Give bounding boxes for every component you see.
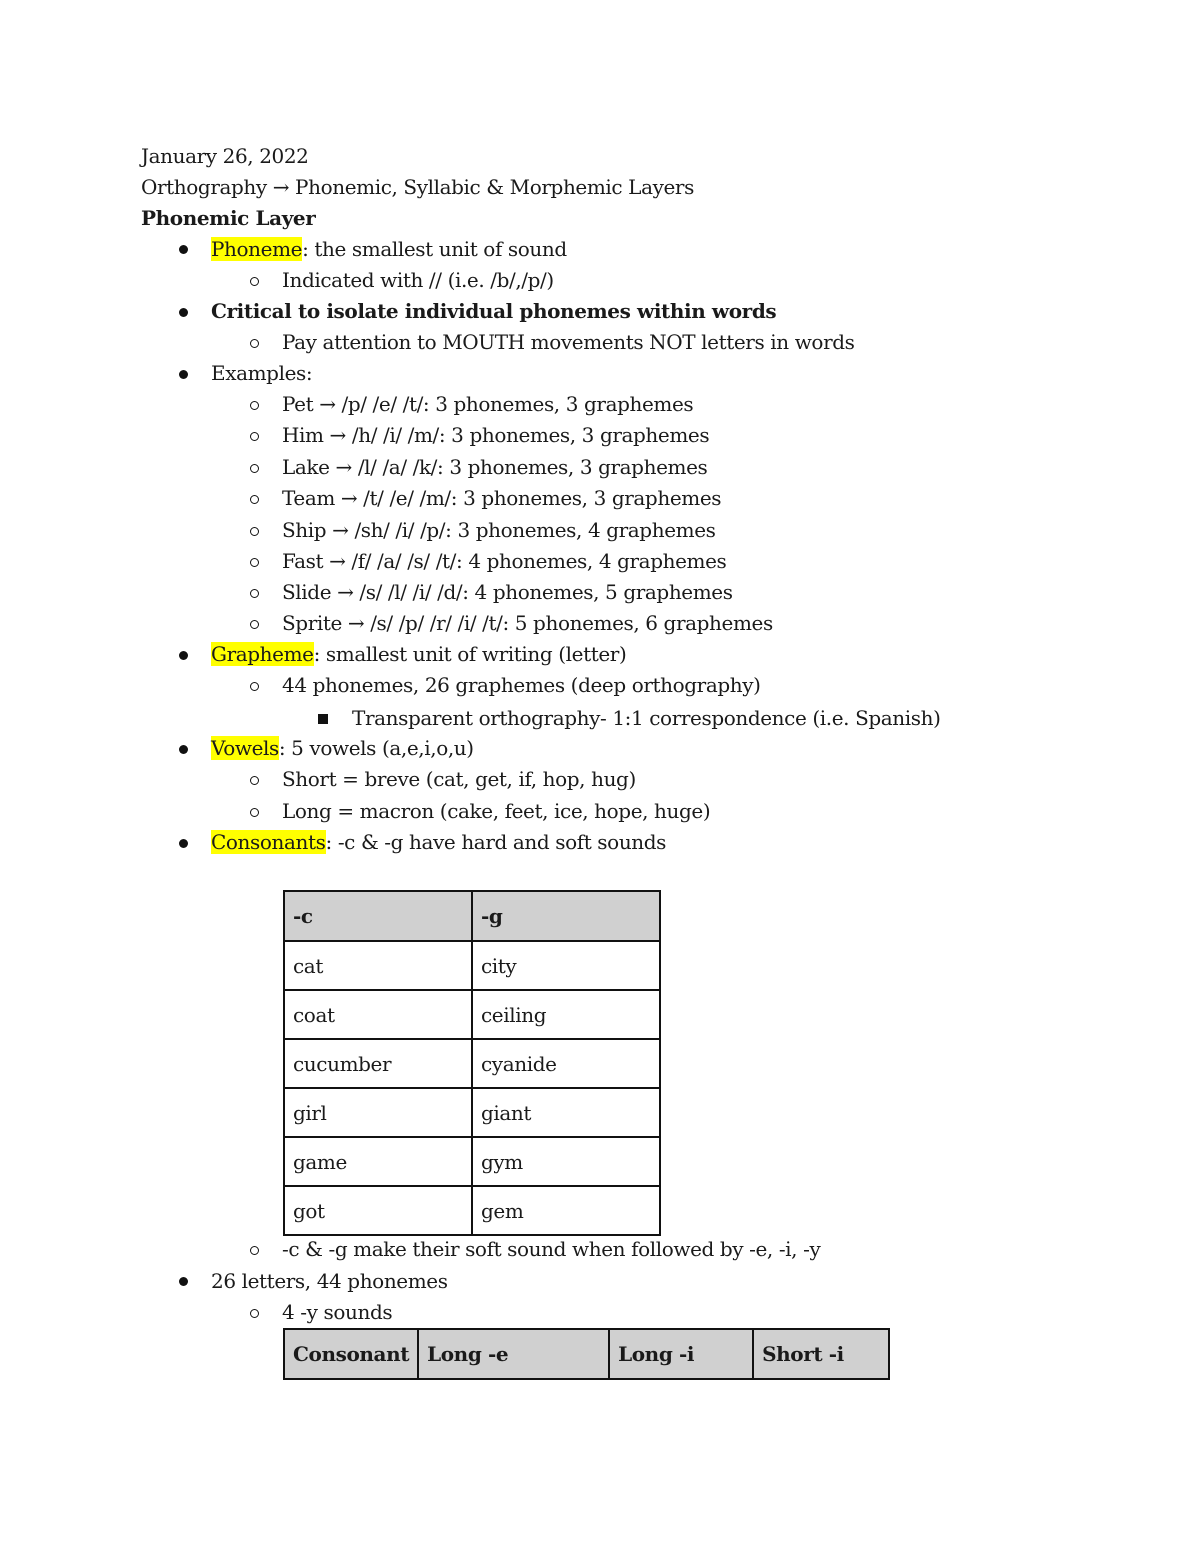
bullet-circle [250,401,259,410]
example-item: Sprite → /s/ /p/ /r/ /i/ /t/: 5 phonemes, 6 graphemes [282,611,773,635]
example-item: Ship → /sh/ /i/ /p/: 3 phonemes, 4 graphemes [282,518,716,542]
table-row [284,1088,660,1137]
table-header-cell: Short -i [753,1329,889,1379]
subtitle-line: Orthography → Phonemic, Syllabic & Morphemic Layers [141,175,694,199]
table-header-cell: -c [284,891,472,941]
table-cell: cucumber [284,1039,472,1088]
bullet-circle [250,776,259,785]
bullet-disc [179,370,188,379]
table-header-cell: Consonant [284,1329,418,1379]
section-heading: Phonemic Layer [141,206,316,230]
table-header-row [284,891,660,941]
vowels-term: Vowels [211,736,279,760]
example-item: Pet → /p/ /e/ /t/: 3 phonemes, 3 graphemes [282,392,694,416]
table-row [284,1186,660,1235]
phoneme-item [211,235,567,263]
consonants-term: Consonants [211,830,326,854]
bullet-circle [250,682,259,691]
table-row [284,941,660,990]
phoneme-term: Phoneme [211,237,303,261]
date-line: January 26, 2022 [141,144,309,168]
consonants-item [211,828,666,856]
bullet-circle [250,464,259,473]
grapheme-definition: : smallest unit of writing (letter) [313,642,627,666]
table-cell: coat [284,990,472,1039]
example-item: Him → /h/ /i/ /m/: 3 phonemes, 3 graphemes [282,423,710,447]
bullet-circle [250,1309,259,1318]
table-cell: city [472,941,660,990]
table-header-row [284,1329,889,1379]
example-item: Slide → /s/ /l/ /i/ /d/: 4 phonemes, 5 graphemes [282,580,733,604]
bullet-circle [250,620,259,629]
table-row [284,990,660,1039]
vowels-short: Short = breve (cat, get, if, hop, hug) [282,767,636,791]
table-row [284,1039,660,1088]
consonants-definition: : -c & -g have hard and soft sounds [325,830,667,854]
bullet-circle [250,589,259,598]
table-cell: cat [284,941,472,990]
bullet-disc [179,651,188,660]
phoneme-subitem: Indicated with // (i.e. /b/,/p/) [282,268,554,292]
bullet-circle [250,277,259,286]
grapheme-item [211,640,626,668]
bullet-circle [250,495,259,504]
bullet-disc [179,245,188,254]
critical-subitem: Pay attention to MOUTH movements NOT letters in words [282,330,855,354]
bullet-disc [179,839,188,848]
cg-table [283,890,661,1236]
bullet-disc [179,1277,188,1286]
letters-item: 26 letters, 44 phonemes [211,1269,448,1293]
cg-note: -c & -g make their soft sound when followed by -e, -i, -y [282,1237,821,1261]
grapheme-subsubitem: Transparent orthography- 1:1 correspondence (i.e. Spanish) [352,706,941,730]
critical-item: Critical to isolate individual phonemes within words [211,299,777,323]
bullet-disc [179,308,188,317]
grapheme-term: Grapheme [211,642,314,666]
table-cell: girl [284,1088,472,1137]
table-cell: cyanide [472,1039,660,1088]
bullet-circle [250,432,259,441]
table-cell: game [284,1137,472,1186]
bullet-circle [250,339,259,348]
phoneme-definition: : the smallest unit of sound [302,237,567,261]
examples-label: Examples: [211,361,313,385]
vowels-item [211,734,474,762]
table-cell: ceiling [472,990,660,1039]
bullet-circle [250,808,259,817]
bullet-disc [179,745,188,754]
example-item: Lake → /l/ /a/ /k/: 3 phonemes, 3 graphemes [282,455,708,479]
table-header-cell: Long -i [609,1329,753,1379]
example-item: Team → /t/ /e/ /m/: 3 phonemes, 3 graphemes [282,486,722,510]
table-header-cell: Long -e [418,1329,609,1379]
bullet-circle [250,527,259,536]
table-cell: giant [472,1088,660,1137]
table-row [284,1137,660,1186]
letters-subitem: 4 -y sounds [282,1300,393,1324]
example-item: Fast → /f/ /a/ /s/ /t/: 4 phonemes, 4 graphemes [282,549,727,573]
table-cell: gym [472,1137,660,1186]
grapheme-subitem: 44 phonemes, 26 graphemes (deep orthography) [282,673,761,697]
bullet-circle [250,1246,259,1255]
y-sounds-table [283,1328,890,1380]
table-cell: got [284,1186,472,1235]
bullet-square [318,714,328,724]
table-cell: gem [472,1186,660,1235]
vowels-definition: : 5 vowels (a,e,i,o,u) [278,736,474,760]
bullet-circle [250,558,259,567]
table-header-cell: -g [472,891,660,941]
vowels-long: Long = macron (cake, feet, ice, hope, huge) [282,799,711,823]
